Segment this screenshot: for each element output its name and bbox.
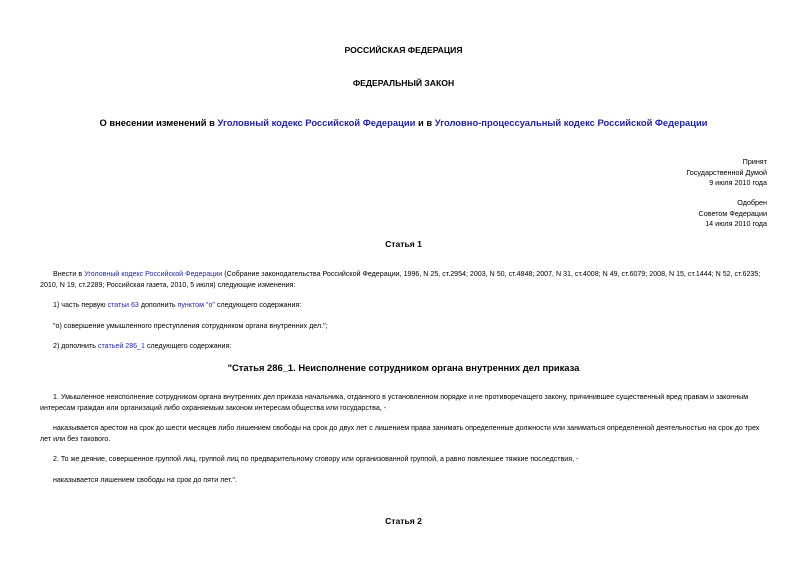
new-article-sanction-2 — [40, 475, 767, 486]
article-1-heading: Статья 1 — [385, 239, 422, 249]
sanction-2-text: наказывается лишением свободы на срок до пяти лет.". — [53, 476, 237, 484]
article-63-link[interactable]: статьи 63 — [107, 301, 139, 309]
sanction-1-text: наказывается арестом на срок до шести месяцев либо лишением свободы на срок до двух лет с лишением права занимать определенные должности или заниматься определенной деятельностью на срок до трех лет или без такового. — [40, 424, 760, 443]
item-1-quote — [40, 321, 767, 332]
new-article-sanction-1 — [40, 423, 767, 444]
adoption-line-2: Государственной Думой — [686, 167, 767, 177]
approval-line-1: Одобрен — [737, 198, 767, 207]
item-2 — [40, 341, 767, 352]
part-2-text: 2. То же деяние, совершенное группой лиц, группой лиц по предварительному сговору или организованной группой, а равно повлекшее тяжкие последствия, - — [53, 455, 579, 463]
intro-text-post: (Собрание законодательства Российской Федерации, 1996, N 25, ст.2954; 2003, N 50, ст.4848; 2007, N 31, ст.4008; N 49, ст.6079; 2008, N 15, ст.1444; N 52, ст.6235; 2010, N 19, ст.2289; Российская газета, 2010, 5 июля) следующие изменения: — [40, 270, 761, 289]
criminal-procedure-code-link[interactable]: Уголовно-процессуальный кодекс Российской Федерации — [434, 117, 708, 128]
adoption-block — [686, 157, 767, 189]
adoption-line-3: 9 июля 2010 года — [709, 178, 767, 187]
intro-criminal-code-link[interactable]: Уголовный кодекс Российской Федерации — [84, 270, 223, 278]
doc-type-heading: ФЕДЕРАЛЬНЫЙ ЗАКОН — [352, 78, 455, 88]
part-1-text: 1. Умышленное неисполнение сотрудником органа внутренних дел приказа начальника, отданного в установленном порядке и не противоречащего закону, причинившее существенный вред правам и законным интересам граждан или организаций либо охраняемым законом интересам общества или государства, - — [40, 393, 749, 412]
item-1 — [40, 300, 767, 311]
approval-block — [699, 198, 767, 230]
item-1-pre: 1) часть первую — [53, 301, 108, 309]
point-o-link[interactable]: пунктом "о" — [177, 301, 215, 309]
criminal-code-link[interactable]: Уголовный кодекс Российской Федерации — [217, 117, 416, 128]
item-2-post: следующего содержания: — [145, 342, 232, 350]
item-2-pre: 2) дополнить — [53, 342, 98, 350]
country-heading: РОССИЙСКАЯ ФЕДЕРАЦИЯ — [344, 45, 463, 55]
item-1-quote-text: "о) совершение умышленного преступления сотрудником органа внутренних дел."; — [53, 322, 328, 330]
title-text-2: и в — [415, 117, 435, 128]
title-text-1: О внесении изменений в — [99, 117, 218, 128]
approval-line-2: Советом Федерации — [698, 208, 767, 218]
item-1-mid: дополнить — [138, 301, 178, 309]
new-article-part-1 — [40, 392, 767, 413]
intro-text-pre: Внести в — [53, 270, 85, 278]
approval-line-3: 14 июля 2010 года — [705, 219, 767, 228]
new-article-title: "Статья 286_1. Неисполнение сотрудником органа внутренних дел приказа — [227, 362, 580, 373]
article-2-heading: Статья 2 — [385, 516, 422, 526]
item-1-post: следующего содержания: — [214, 301, 302, 309]
new-article-part-2 — [40, 454, 767, 465]
article-286-1-link[interactable]: статьей 286_1 — [97, 342, 145, 350]
article-1-intro — [40, 269, 767, 290]
adoption-line-1: Принят — [742, 157, 767, 166]
law-title — [0, 117, 807, 128]
